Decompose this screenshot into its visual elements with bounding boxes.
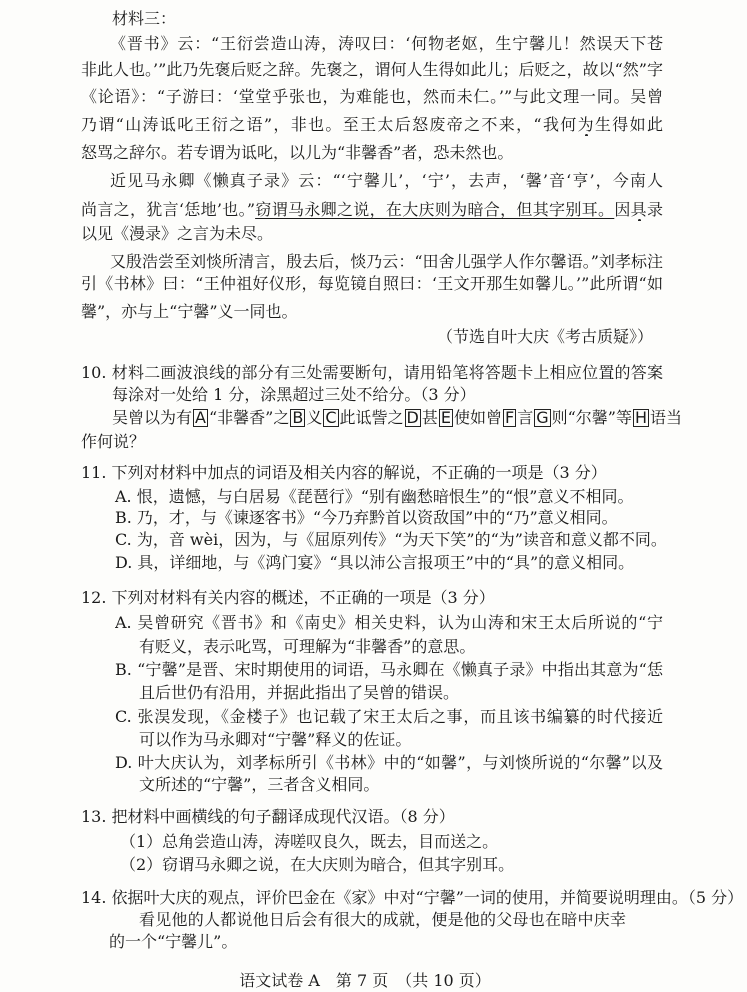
- question-12-option-a: A. 吴曾研究《晋书》和《南史》相关史料，认为山涛和宋王太后所说的“宁: [115, 613, 663, 632]
- material-line: 引《书林》曰：“王仲祖好仪形，每览镜自照曰：‘王文开那生如馨儿。’”此所谓“如: [81, 274, 663, 293]
- question-13-stem: 13. 把材料中画横线的句子翻译成现代汉语。（8 分）: [81, 807, 455, 826]
- text-segment: 尚言之，犹言‘恁地’也。”: [81, 200, 256, 219]
- question-13-item-2: （2）窃谓马永卿之说，在大庆则为暗合，但其字别耳。: [120, 855, 515, 874]
- question-12-option-a: 有贬义，表示叱骂，可理解为“非馨香”的意思。: [139, 637, 476, 656]
- answer-box-a: A: [195, 408, 206, 427]
- question-12-option-c: C. 张淏发现，《金楼子》也记载了宋王太后之事，而且该书编纂的时代接近: [115, 707, 663, 726]
- text-segment: 因: [614, 200, 631, 219]
- material-heading: 材料三：: [112, 9, 177, 28]
- text-segment: 生得如此: [594, 115, 663, 134]
- source-citation: （节选自叶大庆《考古质疑》）: [436, 327, 653, 346]
- question-12-option-b: B. “宁馨”是晋、宋时期使用的词语，马永卿在《懒真子录》中指出其意为“恁: [115, 660, 663, 679]
- text-segment: 言: [517, 408, 534, 427]
- question-12-option-d: 文所述的“宁馨”，三者含义相同。: [139, 775, 380, 794]
- page-footer: 语文试卷 A 第 7 页 （共 10 页）: [239, 971, 491, 990]
- question-12-option-d: D. 叶大庆认为，刘孝标所引《书林》中的“如馨”，与刘惔所说的“尔馨”以及: [115, 753, 663, 772]
- question-14-quote: 看见他的人都说他日后会有很大的成就，便是他的父母也在暗中庆幸: [139, 910, 626, 929]
- question-10-stem: 每涂对一处给 1 分，涂黑超过三处不给分。（3 分）: [112, 385, 476, 404]
- question-10-passage: [112, 407, 683, 429]
- text-segment: 语当: [650, 408, 683, 427]
- material-line: 《论语》：“子游曰：‘堂堂乎张也，为难能也，然而未仁。’”与此文理一同。吴曾: [81, 87, 663, 106]
- answer-box-h: H: [635, 408, 648, 427]
- answer-box-f: F: [505, 408, 515, 427]
- material-line: 馨”，亦与上“宁馨”义一同也。: [81, 302, 298, 321]
- material-line: [81, 199, 663, 221]
- text-segment: 则“尔馨”等: [551, 408, 632, 427]
- question-11-option-a: A. 恨，遗憾，与白居易《琵琶行》“别有幽愁暗恨生”的“恨”意义不相同。: [115, 487, 634, 506]
- question-10-stem: 10. 材料二画波浪线的部分有三处需要断句，请用铅笔将答题卡上相应位置的答案: [81, 363, 663, 382]
- emphasis-dot-word: 为: [577, 115, 595, 134]
- material-line: 以见《漫录》之言为未尽。: [81, 224, 274, 243]
- question-13-item-1: （1）总角尝造山涛，涛嗟叹良久，既去，目而送之。: [120, 832, 499, 851]
- answer-box-e: E: [440, 408, 451, 427]
- answer-box-b: B: [292, 408, 304, 427]
- material-line: 《晋书》云：“王衍尝造山涛，涛叹曰：‘何物老妪，生宁馨儿！然误天下苍: [110, 34, 663, 53]
- material-line: 非此人也。’”此乃先褒后贬之辞。先褒之，谓何人生得如此儿；后贬之，故以“然”字: [81, 60, 663, 79]
- question-12-option-b: 且后世仍有沿用，并据此指出了吴曾的错误。: [139, 683, 460, 702]
- question-11-stem: 11. 下列对材料中加点的词语及相关内容的解说，不正确的一项是（3 分）: [81, 463, 607, 482]
- text-segment: 使如曾: [453, 408, 502, 427]
- question-12-stem: 12. 下列对材料有关内容的概述，不正确的一项是（3 分）: [81, 588, 495, 607]
- text-segment: 义: [306, 408, 323, 427]
- question-11-option-b: B. 乃，才，与《谏逐客书》“今乃弃黔首以资敌国”中的“乃”意义相同。: [115, 508, 618, 527]
- material-line: 又殷浩尝至刘惔所清言，殷去后，惔乃云：“田舍儿强学人作尔馨语。”刘孝标注: [110, 252, 663, 271]
- material-line: [81, 114, 663, 136]
- question-11-option-c: C. 为，音 wèi，因为，与《屈原列传》“为天下笑”的“为”读音和意义都不同。: [115, 530, 667, 549]
- material-line: 近见马永卿《懒真子录》云：“‘宁馨儿’，‘宁’，去声，‘馨’音‘亨’，今南人: [110, 171, 663, 190]
- question-14-stem: 14. 依据叶大庆的观点，评价巴金在《家》中对“宁馨”一词的使用，并简要说明理由。（5 分）: [81, 888, 744, 907]
- text-segment: “非馨香”之: [208, 408, 290, 427]
- text-segment: 乃谓“山涛诋叱王衍之语”，非也。至王太后怒废帝之不来，“我何: [81, 115, 578, 134]
- answer-box-d: D: [406, 408, 419, 427]
- text-segment: 录: [646, 200, 663, 219]
- material-line: 怒骂之辞尔。若专谓为诋叱，以儿为“非馨香”者，恐未然也。: [81, 143, 514, 162]
- text-segment: 吴曾以为有: [112, 408, 193, 427]
- emphasis-dot-word: 具: [630, 200, 647, 219]
- question-11-option-d: D. 具，详细地，与《鸿门宴》“具以沛公言报项王”中的“具”的意义相同。: [115, 553, 635, 572]
- underlined-sentence: 窃谓马永卿之说，在大庆则为暗合，但其字别耳。: [255, 200, 615, 219]
- text-segment: 此诋訾之: [339, 408, 404, 427]
- answer-box-g: G: [536, 408, 549, 427]
- question-10-passage: 作何说？: [81, 432, 146, 451]
- answer-box-c: C: [325, 408, 337, 427]
- text-segment: 甚: [421, 408, 438, 427]
- question-12-option-c: 可以作为马永卿对“宁馨”释义的佐证。: [139, 730, 412, 749]
- question-14-quote: 的一个“宁馨儿”。: [109, 932, 238, 951]
